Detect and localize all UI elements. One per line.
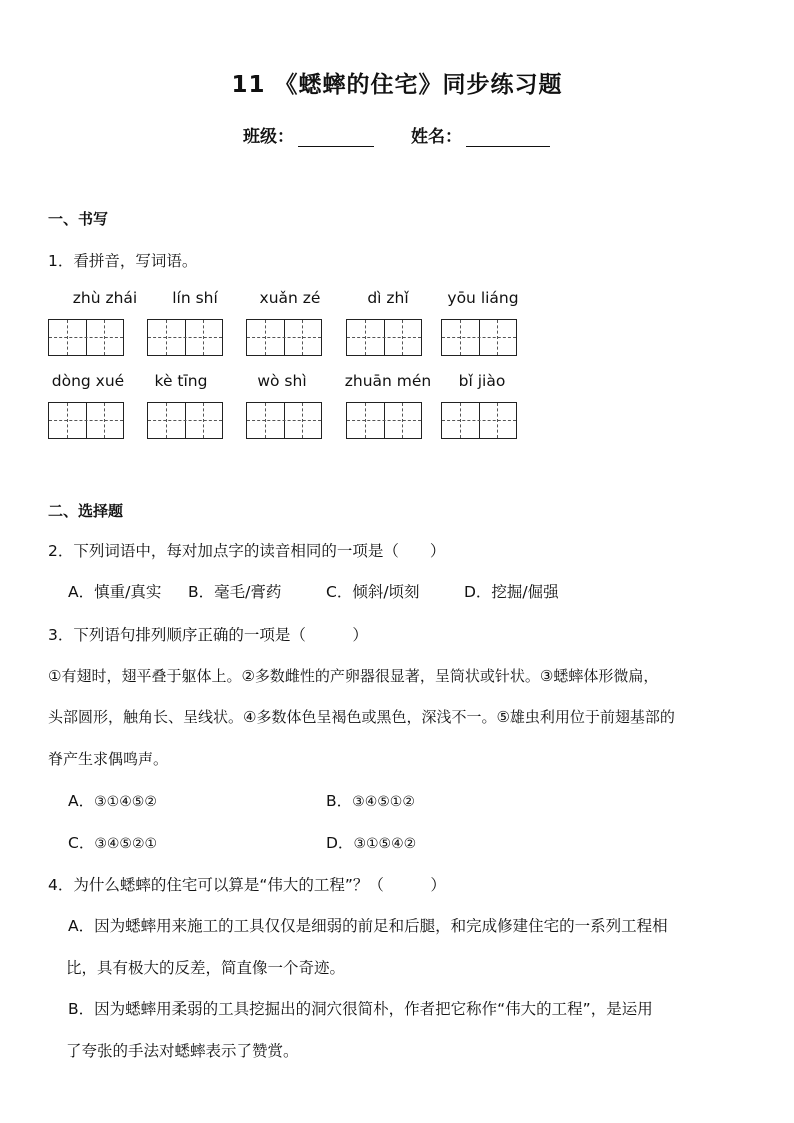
writing-grid[interactable] <box>246 319 322 356</box>
option-c-text: ③④⑤②① <box>94 836 158 852</box>
option-b-text: ③④⑤①② <box>352 794 415 810</box>
question-3-passage-line: 脊产生求偶鸣声。 <box>48 750 169 768</box>
question-3-option-b[interactable] <box>326 789 415 811</box>
question-3-passage-line: 头部圆形，触角长、呈线状。④多数体色呈褐色或黑色，深浅不一。⑤雄虫利用位于前翅基部的 <box>48 708 675 726</box>
option-c-label: C． <box>68 834 95 852</box>
question-3-option-c[interactable] <box>68 831 157 853</box>
class-label: 班级： <box>243 127 294 147</box>
writing-grid[interactable] <box>441 319 517 356</box>
writing-grid[interactable] <box>147 402 223 439</box>
pinyin-label: wò shì <box>257 372 307 390</box>
pinyin-label: yōu liáng <box>447 289 519 307</box>
question-1-stem: 1．看拼音，写词语。 <box>48 252 198 270</box>
writing-grid[interactable] <box>147 319 223 356</box>
question-4-stem: 4．为什么蟋蟀的住宅可以算是“伟大的工程”？（ ） <box>48 876 446 894</box>
pinyin-label: xuǎn zé <box>259 289 321 307</box>
section-heading-writing: 一、书写 <box>48 210 109 228</box>
question-2-stem: 2．下列词语中，每对加点字的读音相同的一项是（ ） <box>48 542 446 560</box>
option-a-text: ③①④⑤② <box>94 794 157 810</box>
pinyin-label: zhuān mén <box>344 372 432 390</box>
question-3-stem: 3．下列语句排列顺序正确的一项是（ ） <box>48 626 368 644</box>
option-d-label: D． <box>326 834 354 852</box>
question-3-option-d[interactable] <box>326 831 416 853</box>
question-2-option-b[interactable]: B．毫毛/膏药 <box>188 583 282 601</box>
question-4-option-a[interactable]: A．因为蟋蟀用来施工的工具仅仅是细弱的前足和后腿，和完成修建住宅的一系列工程相 <box>68 917 668 935</box>
writing-grid[interactable] <box>48 319 124 356</box>
section-heading-choice: 二、选择题 <box>48 502 124 520</box>
writing-grid[interactable] <box>48 402 124 439</box>
question-4-option-b-cont: 了夸张的手法对蟋蟀表示了赞赏。 <box>66 1042 299 1060</box>
worksheet-title: 11 《蟋蟀的住宅》同步练习题 <box>231 72 563 98</box>
question-4-option-b[interactable]: B．因为蟋蟀用柔弱的工具挖掘出的洞穴很简朴，作者把它称作“伟大的工程”，是运用 <box>68 1000 653 1018</box>
question-2-option-d[interactable]: D．挖掘/倔强 <box>464 583 559 601</box>
option-b-label: B． <box>326 792 353 810</box>
name-label: 姓名： <box>411 127 462 147</box>
class-field <box>243 122 374 147</box>
pinyin-label: zhù zhái <box>72 289 138 307</box>
pinyin-label: dòng xué <box>51 372 125 390</box>
pinyin-label: kè tīng <box>154 372 208 390</box>
name-field <box>411 122 550 147</box>
writing-grid[interactable] <box>346 402 422 439</box>
pinyin-label: dì zhǐ <box>367 289 409 307</box>
question-2-option-a[interactable]: A．慎重/真实 <box>68 583 162 601</box>
option-d-text: ③①⑤④② <box>353 836 417 852</box>
option-a-label: A． <box>68 792 95 810</box>
writing-grid[interactable] <box>346 319 422 356</box>
pinyin-label: lín shí <box>172 289 218 307</box>
writing-grid[interactable] <box>246 402 322 439</box>
pinyin-label: bǐ jiào <box>458 372 506 390</box>
question-4-option-a-cont: 比，具有极大的反差，简直像一个奇迹。 <box>66 959 346 977</box>
question-3-option-a[interactable] <box>68 789 157 811</box>
question-2-option-c[interactable]: C．倾斜/顷刻 <box>326 583 420 601</box>
question-3-passage-line: ①有翅时，翅平叠于躯体上。②多数雌性的产卵器很显著，呈筒状或针状。③蟋蟀体形微扁， <box>48 667 659 685</box>
name-blank[interactable] <box>466 128 550 147</box>
writing-grid[interactable] <box>441 402 517 439</box>
class-blank[interactable] <box>298 128 374 147</box>
